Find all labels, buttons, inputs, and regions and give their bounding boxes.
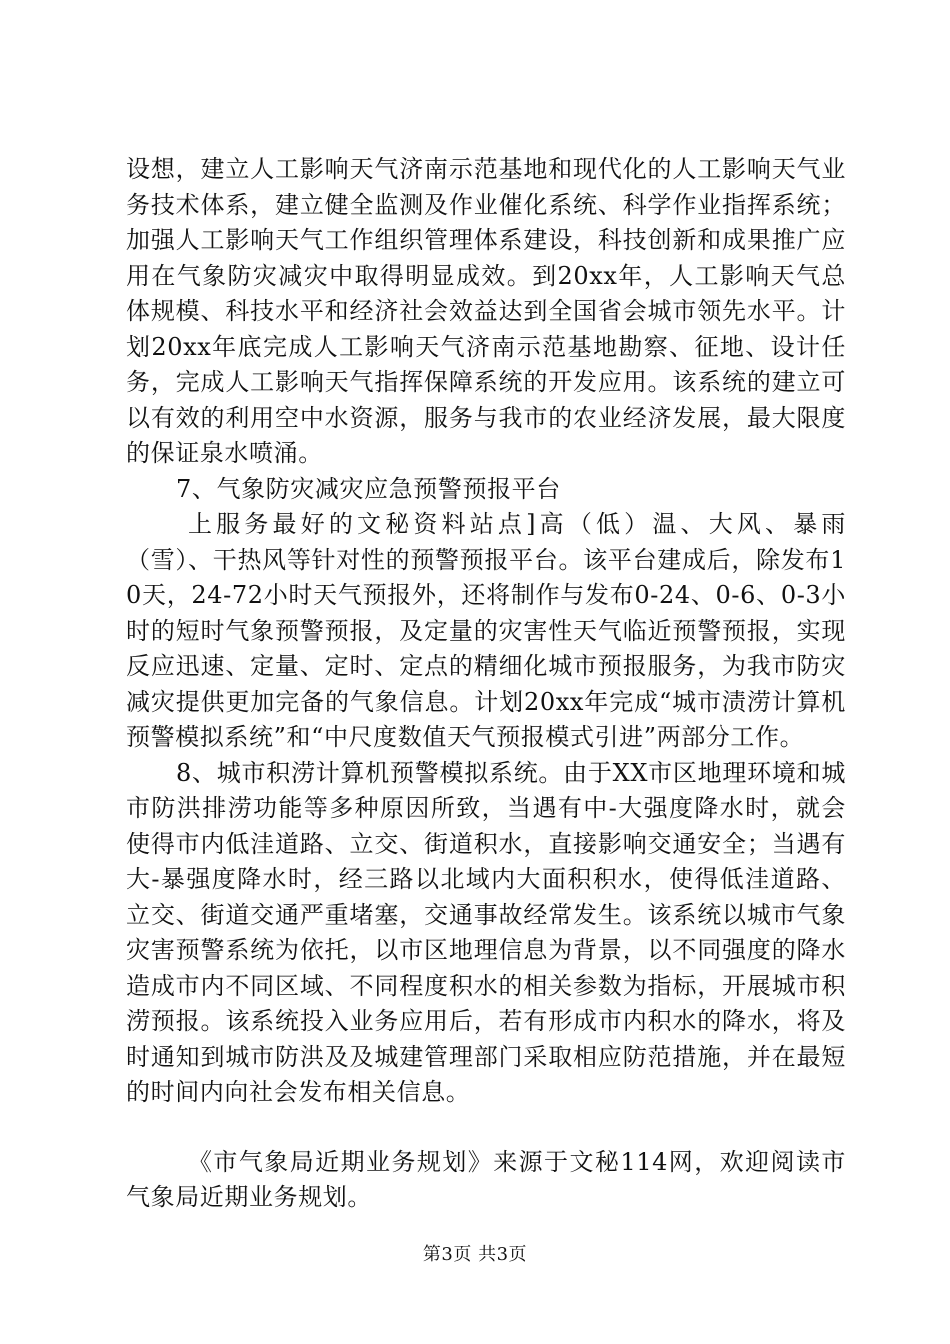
document-body — [126, 152, 846, 1216]
section-heading-7: 7、气象防灾减灾应急预警预报平台 — [176, 474, 561, 503]
paragraph-section-8: 8、城市积涝计算机预警模拟系统。由于XX市区地理环境和城市防洪排涝功能等多种原因所致，当遇有中-大强度降水时，就会使得市内低洼道路、立交、街道积水，直接影响交通安全；当遇有大-暴强度降水时，经三路以北域内大面积积水，使得低洼道路、立交、街道交通严重堵塞，交通事故经常发生。该系统以城市气象灾害预警系统为依托，以市区地理信息为背景，以不同强度的降水造成市内不同区域、不同程度积水的相关参数为指标，开展城市积涝预报。该系统投入业务应用后，若有形成市内积水的降水，将及时通知到城市防洪及及城建管理部门采取相应防范措施，并在最短的时间内向社会发布相关信息。 — [126, 758, 846, 1106]
paragraph-source-note: 《市气象局近期业务规划》来源于文秘114网，欢迎阅读市气象局近期业务规划。 — [126, 1147, 846, 1211]
paragraph-warning-platform: 上服务最好的文秘资料站点]高（低）温、大风、暴雨（雪）、干热风等针对性的预警预报平台。该平台建成后，除发布10天，24-72小时天气预报外，还将制作与发布0-24、0-6、0-3小时的短时气象预警预报，及定量的灾害性天气临近预警预报，实现反应迅速、定量、定时、定点的精细化城市预报服务，为我市防灾减灾提供更加完备的气象信息。计划20xx年完成“城市渍涝计算机预警模拟系统”和“中尺度数值天气预报模式引进”两部分工作。 — [126, 510, 846, 751]
page-number: 第3页 共3页 — [422, 1244, 528, 1265]
paragraph-continuation: 设想，建立人工影响天气济南示范基地和现代化的人工影响天气业务技术体系，建立健全监测及作业催化系统、科学作业指挥系统；加强人工影响天气工作组织管理体系建设，科技创新和成果推广应用在气象防灾减灾中取得明显成效。到20xx年，人工影响天气总体规模、科技水平和经济社会效益达到全国省会城市领先水平。计划20xx年底完成人工影响天气济南示范基地勘察、征地、设计任务，完成人工影响天气指挥保障系统的开发应用。该系统的建立可以有效的利用空中水资源，服务与我市的农业经济发展，最大限度的保证泉水喷涌。 — [126, 155, 846, 467]
paragraph-gap — [126, 1111, 846, 1145]
